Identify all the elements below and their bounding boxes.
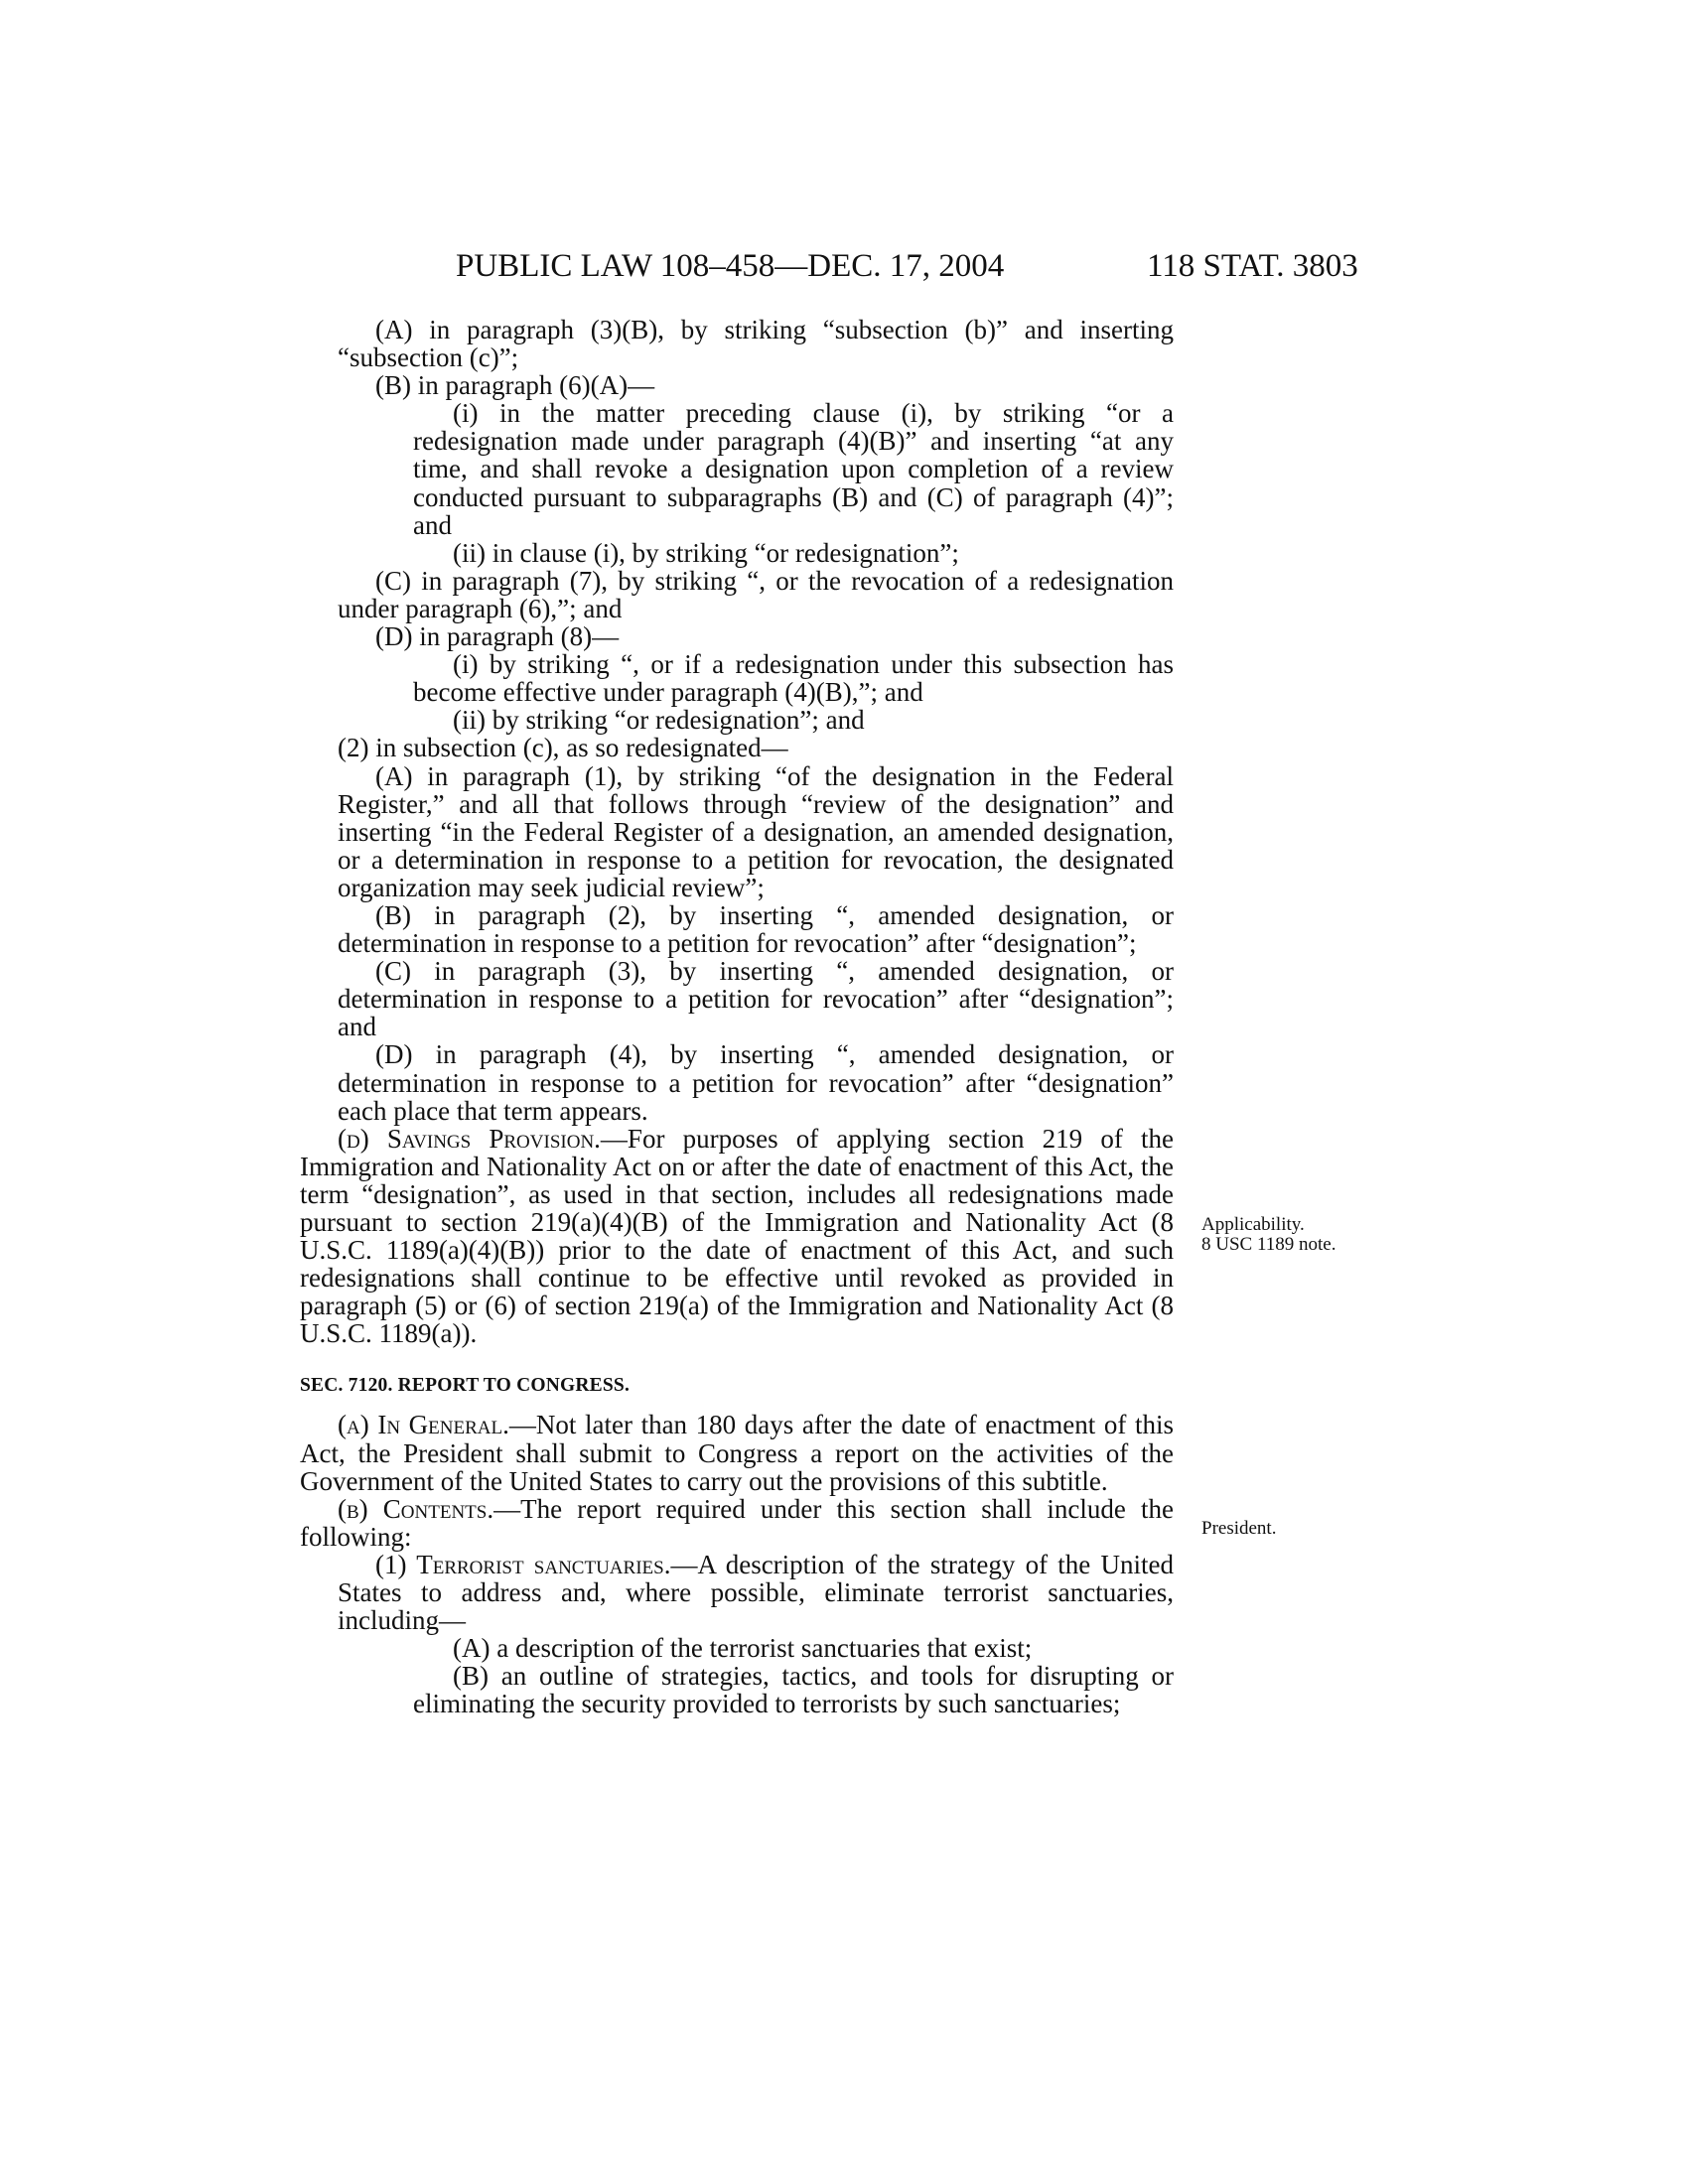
paragraph: (2) in subsection (c), as so redesignated— [338,733,788,763]
paragraph: (A) a description of the terrorist sanctuaries that exist; [453,1633,1033,1664]
paragraph: (A) in paragraph (1), by striking “of the designation in the Federal Register,” and all that follows through “review of the designation” and inserting “in the Federal Register of a designation, an amended designation, or a determination in response to a petition for revocation, the designated organization may seek judicial review”; [338,760,1174,902]
paragraph: (i) by striking “, or if a redesignation under this subsection has become effective under paragraph (4)(B),”; and [413,649,1174,708]
paragraph: (B) in paragraph (6)(A)— [375,370,655,401]
paragraph: (B) an outline of strategies, tactics, and tools for disrupting or eliminating the security provided to terrorists by such sanctuaries; [413,1661,1174,1719]
margin-note [1201,1215,1336,1255]
paragraph: (D) in paragraph (8)— [375,621,620,652]
running-header-stat-page: 118 STAT. 3803 [1147,248,1358,284]
subsection-heading: (a) In General. [338,1410,509,1440]
paragraph-text: —The report required under this section shall include the following: [300,1493,1175,1552]
paragraph-text: —For purposes of applying section 219 of the Immigration and Nationality Act on or after the date of enactment of this Act, the term “designation”, as used in that section, includes all redesignations made pursuant to section 219(a)(4)(B) of the Immigration and Nationality Act (8 U.S.C. 1189(a)(4)(B)) prior to the date of enactment of this Act, and such redesignations shall continue to be effective until revoked as provided in paragraph (5) or (6) of section 219(a) of the Immigration and Nationality Act (8 U.S.C. 1189(a)). [300,1123,1174,1349]
paragraph [300,1125,1174,1348]
document-body [300,316,1174,1718]
margin-note: President. [1201,1518,1277,1539]
paragraph: (i) in the matter preceding clause (i), by striking “or a redesignation made under paragraph (4)(B)” and inserting “at any time, and shall revoke a designation upon completion of a review conducted pursuant to subparagraphs (B) and (C) of paragraph (4)”; and [413,398,1174,540]
paragraph [300,1551,1174,1634]
subsection-heading: (b) Contents. [338,1493,494,1524]
paragraph: (A) in paragraph (3)(B), by striking “subsection (b)” and inserting “subsection (c)”; [338,315,1174,373]
margin-note-line: 8 USC 1189 note. [1201,1234,1336,1255]
paragraph: (ii) in clause (i), by striking “or redesignation”; [453,537,959,568]
margin-note-line: Applicability. [1201,1214,1305,1235]
subsection-heading: (1) Terrorist sanctuaries. [375,1549,671,1579]
subsection-heading: (d) Savings Provision. [338,1123,601,1154]
paragraph [300,1411,1174,1494]
paragraph: (B) in paragraph (2), by inserting “, amended designation, or determination in response to a petition for revocation” after “designation”; [338,899,1174,959]
section-heading: SEC. 7120. REPORT TO CONGRESS. [300,1375,631,1397]
paragraph [300,1495,1174,1551]
paragraph: (C) in paragraph (3), by inserting “, amended designation, or determination in response to a petition for revocation” after “designation”; and [338,956,1174,1042]
paragraph: (ii) by striking “or redesignation”; and [453,705,865,736]
paragraph: (C) in paragraph (7), by striking “, or the revocation of a redesignation under paragraph (6),”; and [338,565,1174,623]
running-header-law: PUBLIC LAW 108–458—DEC. 17, 2004 [456,248,1005,284]
paragraph-text: —A description of the strategy of the United States to address and, where possible, eliminate terrorist sanctuaries, including— [338,1549,1174,1636]
paragraph: (D) in paragraph (4), by inserting “, amended designation, or determination in response to a petition for revocation” after “designation” each place that term appears. [338,1039,1174,1126]
paragraph-text: —Not later than 180 days after the date of enactment of this Act, the President shall submit to Congress a report on the activities of the Government of the United States to carry out the provisions of this subtitle. [300,1410,1174,1496]
